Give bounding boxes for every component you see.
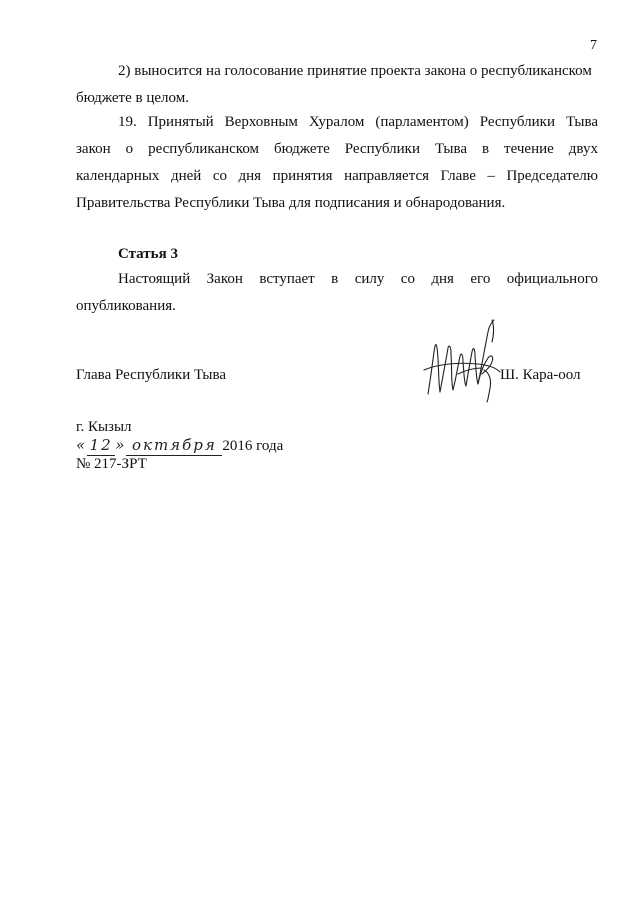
handwritten-signature [418,312,510,404]
article-heading: Статья 3 [118,246,178,262]
date-close-quote: » [115,436,127,454]
para2-line1: 19. Принятый Верховным Хуралом (парламентом) Республики Тыва [118,114,598,130]
page-number: 7 [590,38,597,53]
para1-line2: бюджете в целом. [76,90,189,106]
law-number: № 217-ЗРТ [76,456,147,472]
date-year: 2016 года [222,438,284,454]
signatory-name: Ш. Кара-оол [500,367,581,383]
article-line1: Настоящий Закон вступает в силу со дня его официального [118,271,598,287]
para1-line1: 2) выносится на голосование принятие проекта закона о республиканском [118,63,592,79]
article-line2: опубликования. [76,298,176,314]
city: г. Кызыл [76,419,132,435]
date-open-quote: « [76,436,88,454]
date-day: 12 [87,436,115,456]
para2-line4: Правительства Республики Тыва для подписания и обнародования. [76,195,506,211]
date-line [76,436,283,456]
para2-line2: закон о республиканском бюджете Республики Тыва в течение двух [76,141,598,157]
signatory-position: Глава Республики Тыва [76,367,227,383]
date-month: октября [126,436,222,456]
para2-line3: календарных дней со дня принятия направляется Главе – Председателю [76,168,598,184]
